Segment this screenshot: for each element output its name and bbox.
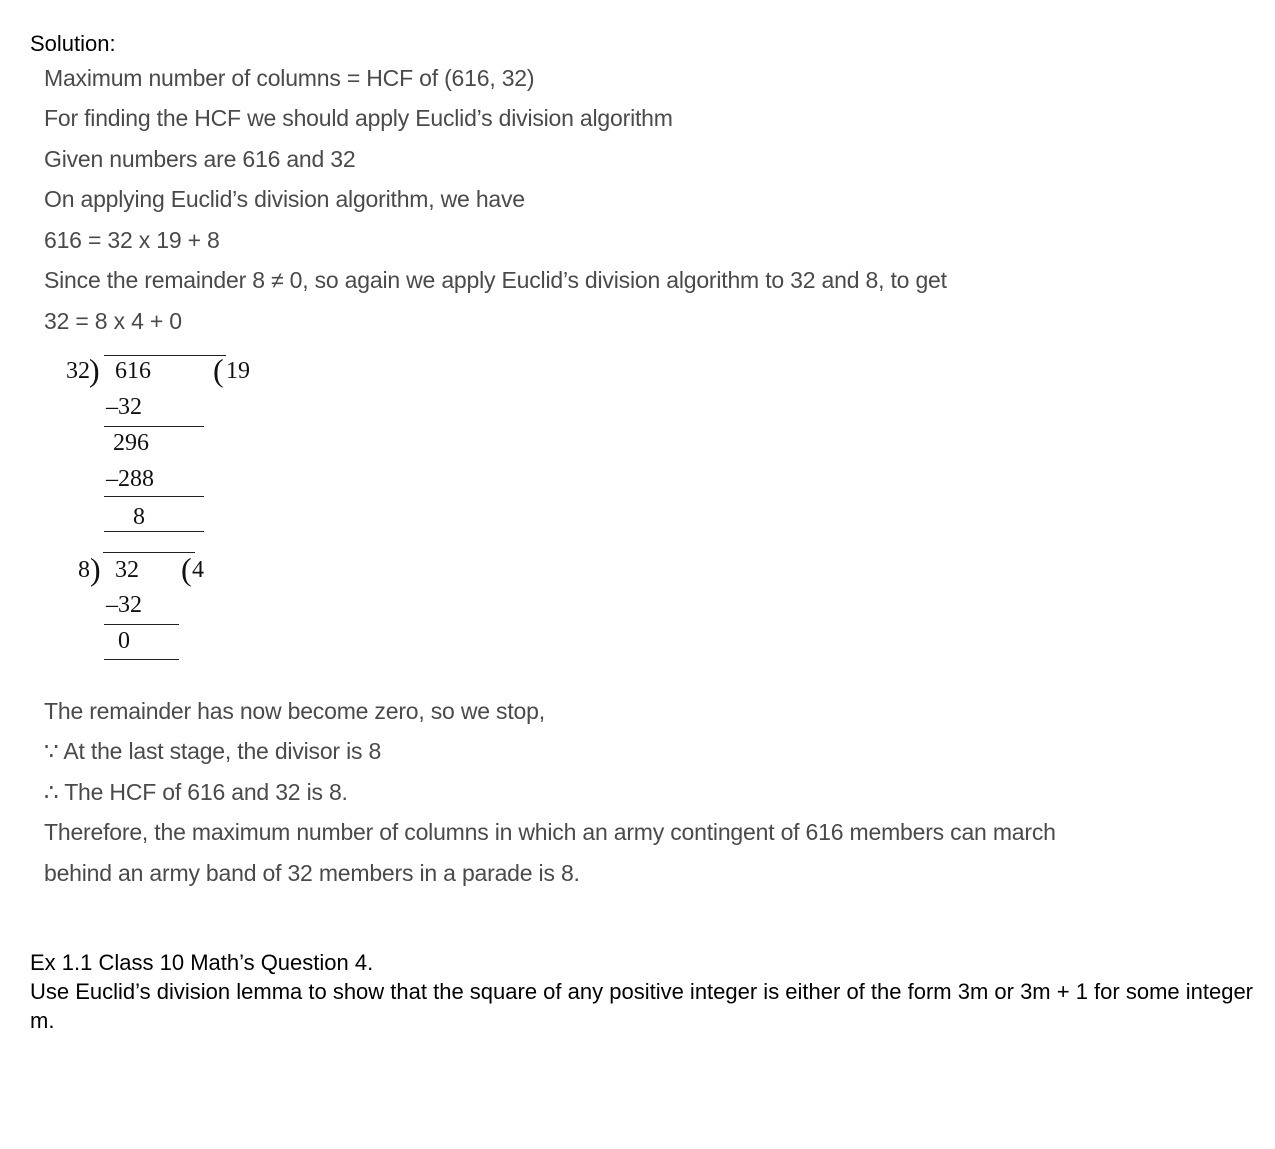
divisor: 8 xyxy=(78,557,90,583)
question-title: Ex 1.1 Class 10 Math’s Question 4. xyxy=(30,950,374,975)
subtraction-rule xyxy=(104,624,179,625)
conclusion-line: The remainder has now become zero, so we stop, xyxy=(44,698,545,724)
subtraction-rule xyxy=(104,496,204,497)
solution-label: Solution: xyxy=(30,31,116,56)
equation-line: 32 = 8 x 4 + 0 xyxy=(44,308,182,334)
subtrahend: –288 xyxy=(106,466,154,492)
solution-line: Given numbers are 616 and 32 xyxy=(44,146,356,172)
divisor: 32 xyxy=(66,358,90,384)
conclusion-line: Therefore, the maximum number of columns in which an army contingent of 616 members can march xyxy=(44,819,1056,845)
question-text: Use Euclid’s division lemma to show that the square of any positive integer is either of the form 3m or 3m + 1 for some integer m. xyxy=(30,979,1254,1033)
conclusion-line: ∴ The HCF of 616 and 32 is 8. xyxy=(44,779,348,805)
remainder: 8 xyxy=(133,504,145,530)
solution-line: Since the remainder 8 ≠ 0, so again we apply Euclid’s division algorithm to 32 and 8, to get xyxy=(44,267,947,293)
solution-line: For finding the HCF we should apply Euclid’s division algorithm xyxy=(44,105,673,131)
subtraction-rule xyxy=(104,531,204,532)
dividend: 32 xyxy=(115,557,139,583)
division-bracket-icon: ) xyxy=(89,352,100,388)
division-bracket-icon: ) xyxy=(90,551,101,587)
subtraction-rule xyxy=(104,659,179,660)
quotient: 19 xyxy=(226,358,250,384)
conclusion-line: ∵ At the last stage, the divisor is 8 xyxy=(44,738,382,764)
dividend: 616 xyxy=(115,358,151,384)
solution-line: Maximum number of columns = HCF of (616, 32) xyxy=(44,65,535,91)
conclusion-line: behind an army band of 32 members in a parade is 8. xyxy=(44,860,580,886)
subtrahend: –32 xyxy=(106,592,142,618)
quotient-bracket-icon: ( xyxy=(181,551,192,587)
remainder: 0 xyxy=(118,628,130,654)
quotient-bracket-icon: ( xyxy=(213,352,224,388)
quotient: 4 xyxy=(192,557,204,583)
subtrahend: –32 xyxy=(106,394,142,420)
equation-line: 616 = 32 x 19 + 8 xyxy=(44,227,220,253)
vinculum xyxy=(104,355,226,356)
subtraction-rule xyxy=(104,426,204,427)
partial-result: 296 xyxy=(113,430,149,456)
solution-line: On applying Euclid’s division algorithm, we have xyxy=(44,186,525,212)
